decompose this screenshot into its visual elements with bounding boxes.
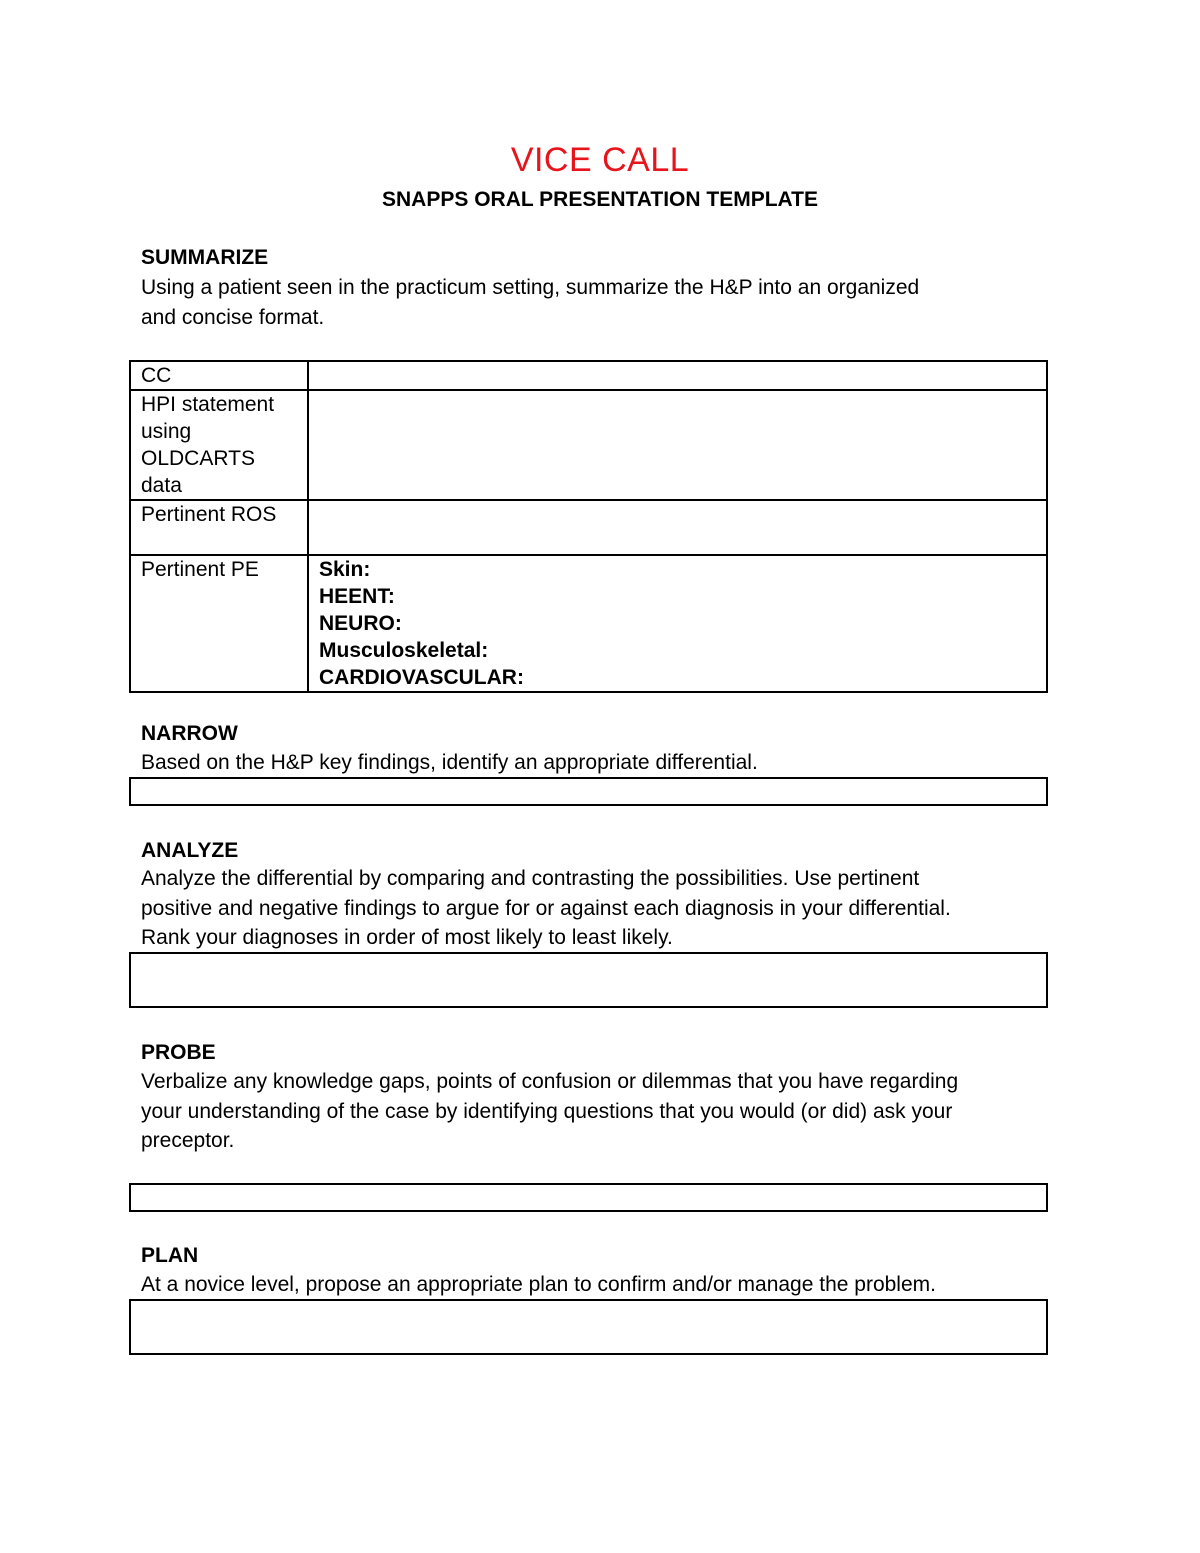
cc-entry-cell[interactable]: [308, 361, 1047, 390]
probe-line: Verbalize any knowledge gaps, points of confusion or dilemmas that you have regarding: [141, 1070, 959, 1093]
summarize-heading: SUMMARIZE: [141, 246, 269, 269]
pe-entry-cell[interactable]: [308, 555, 1047, 692]
narrow-heading: NARROW: [141, 722, 238, 745]
summary-table: [129, 360, 1048, 693]
hpi-label-line: HPI statement: [141, 393, 275, 416]
plan-line: At a novice level, propose an appropriate plan to confirm and/or manage the problem.: [141, 1273, 936, 1296]
probe-instructions: [141, 1067, 1071, 1156]
document-title: VICE CALL: [510, 141, 690, 179]
hpi-entry-cell[interactable]: [308, 390, 1047, 500]
analyze-line: Rank your diagnoses in order of most likely to least likely.: [141, 926, 673, 949]
summarize-instructions: [141, 273, 1071, 332]
narrow-instructions: [141, 748, 1071, 778]
cc-label: CC: [130, 361, 308, 390]
pe-musculoskeletal: Musculoskeletal:: [319, 639, 489, 662]
hpi-label-line: OLDCARTS: [141, 447, 255, 470]
pe-neuro: NEURO:: [319, 612, 402, 635]
analyze-answer-box[interactable]: [129, 952, 1048, 1008]
plan-heading: PLAN: [141, 1244, 199, 1267]
pe-heent: HEENT:: [319, 585, 395, 608]
ros-label: Pertinent ROS: [130, 500, 308, 555]
hpi-label-line: data: [141, 474, 182, 497]
analyze-heading: ANALYZE: [141, 839, 239, 862]
probe-line: preceptor.: [141, 1129, 235, 1152]
ros-entry-cell[interactable]: [308, 500, 1047, 555]
summarize-line: and concise format.: [141, 305, 325, 329]
narrow-line: Based on the H&P key findings, identify an appropriate differential.: [141, 751, 758, 774]
analyze-line: Analyze the differential by comparing and contrasting the possibilities. Use pertinent: [141, 867, 920, 890]
table-row-cc: [130, 361, 1047, 390]
pe-skin: Skin:: [319, 558, 371, 581]
hpi-label: [130, 390, 308, 500]
probe-line: your understanding of the case by identifying questions that you would (or did) ask your: [141, 1099, 953, 1123]
summarize-line: Using a patient seen in the practicum setting, summarize the H&P into an organized: [141, 276, 920, 299]
table-row-hpi: [130, 390, 1047, 500]
document-subtitle: SNAPPS ORAL PRESENTATION TEMPLATE: [382, 188, 818, 211]
probe-answer-box[interactable]: [129, 1183, 1048, 1212]
pe-cardiovascular: CARDIOVASCULAR:: [319, 666, 524, 689]
table-row-pe: [130, 555, 1047, 692]
narrow-answer-box[interactable]: [129, 777, 1048, 806]
table-row-ros: [130, 500, 1047, 555]
analyze-instructions: [141, 864, 1071, 953]
pe-label: Pertinent PE: [130, 555, 308, 692]
probe-heading: PROBE: [141, 1041, 216, 1064]
hpi-label-line: using: [141, 420, 192, 443]
plan-answer-box[interactable]: [129, 1299, 1048, 1355]
analyze-line: positive and negative findings to argue for or against each diagnosis in your differential.: [141, 896, 951, 920]
plan-instructions: [141, 1270, 1071, 1300]
